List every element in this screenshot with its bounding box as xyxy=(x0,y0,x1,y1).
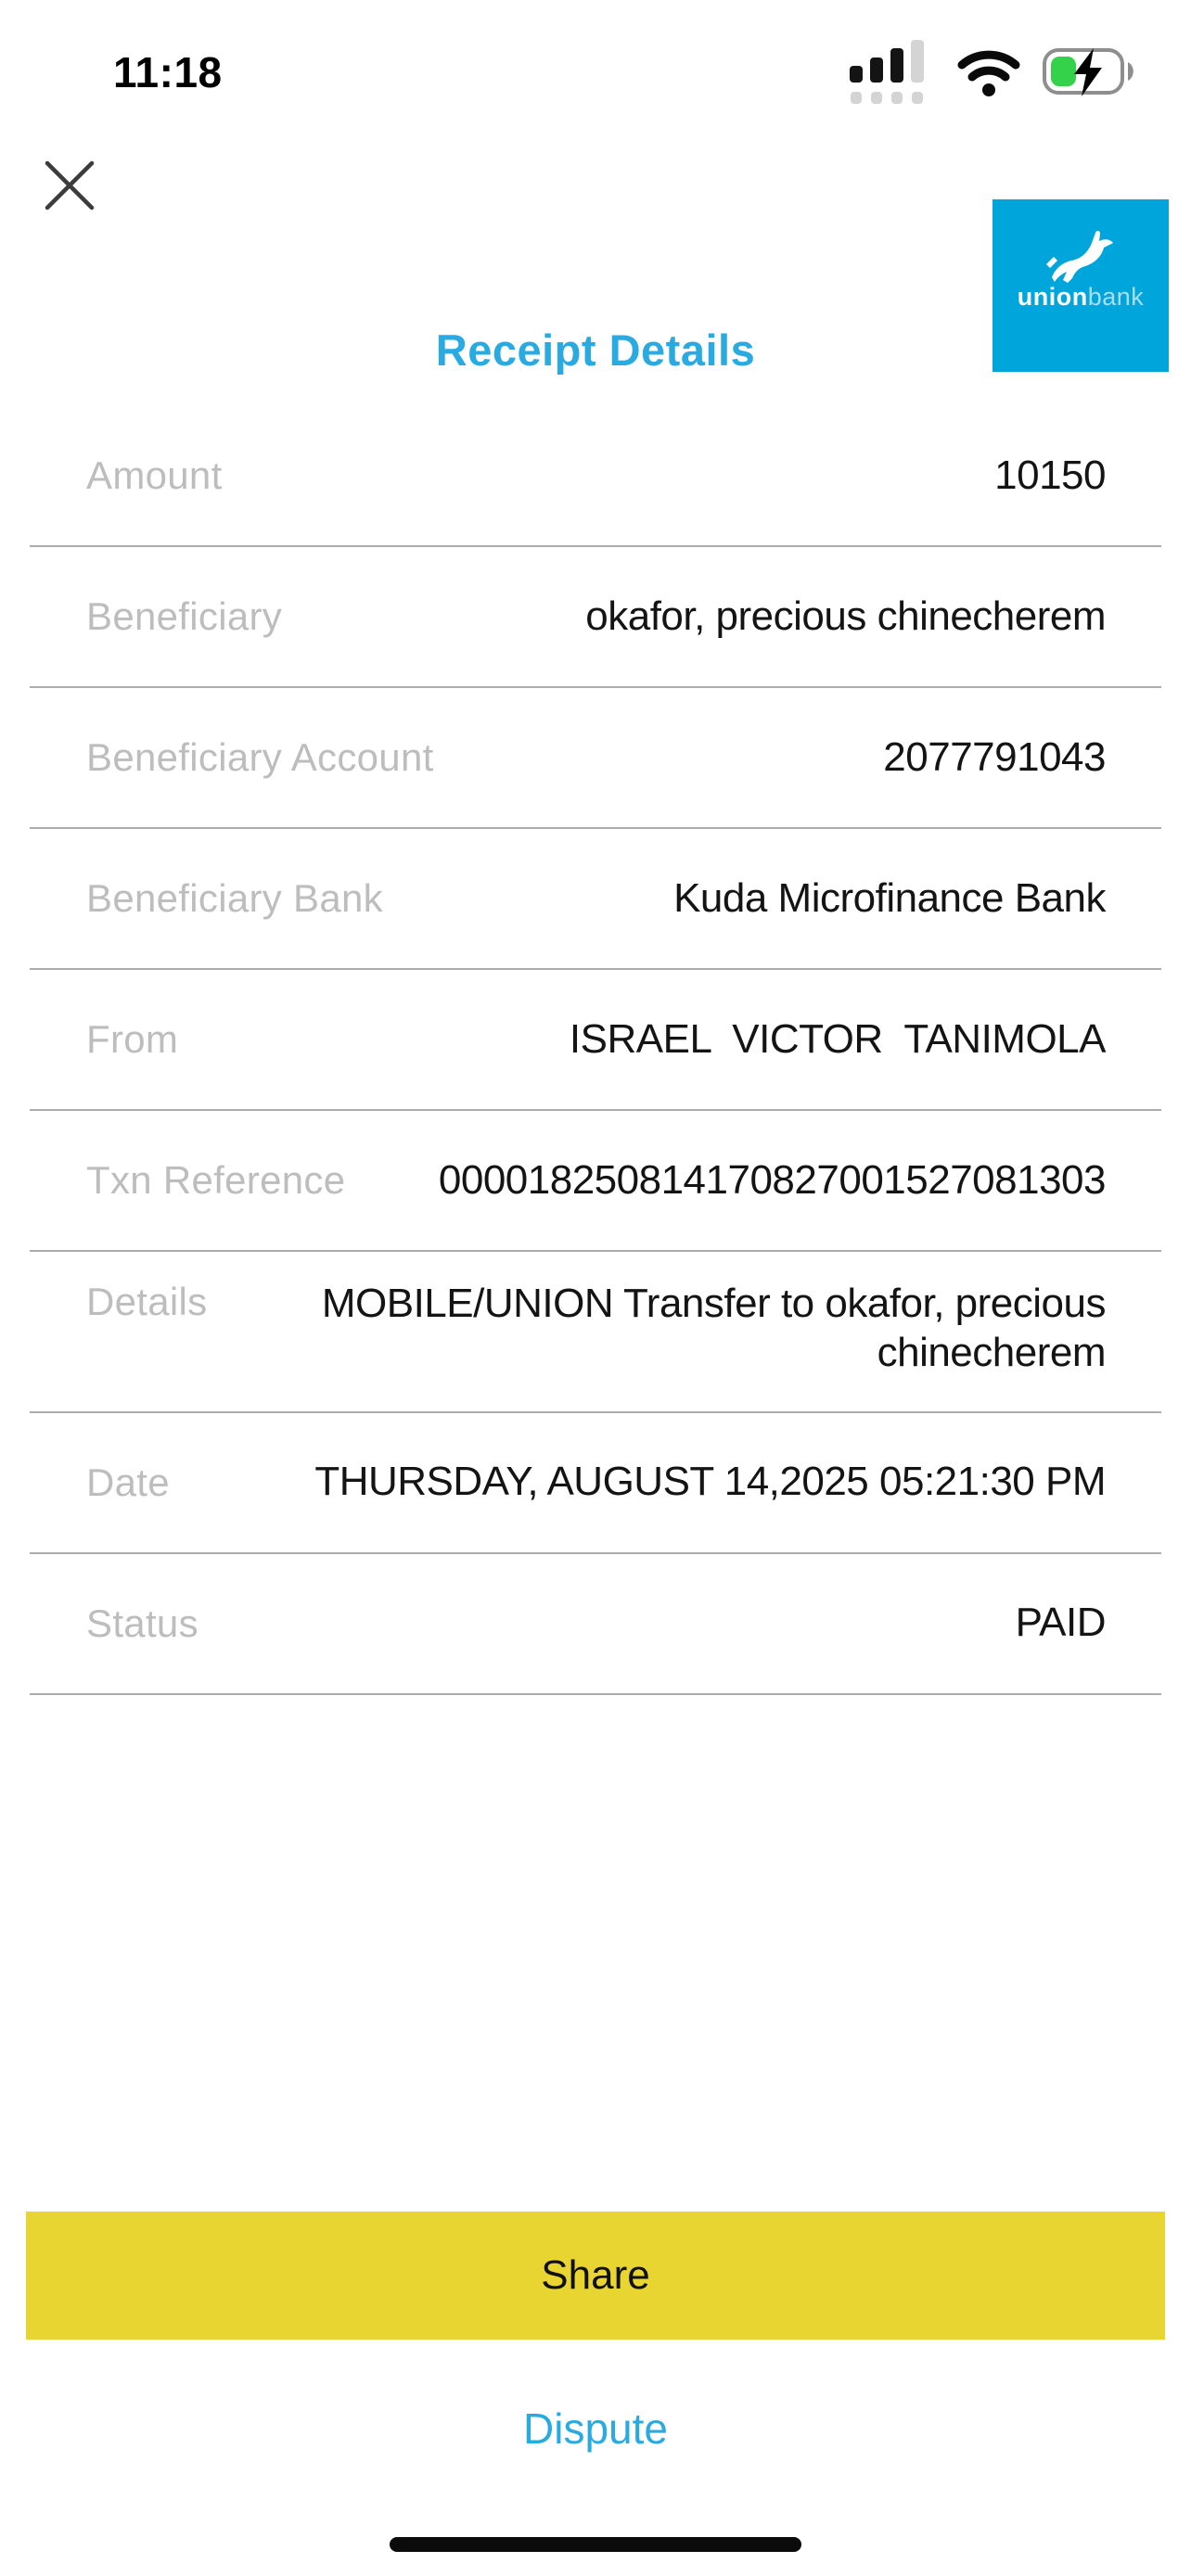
receipt-row-from xyxy=(30,970,1161,1111)
home-indicator[interactable] xyxy=(390,2537,801,2552)
row-label: Amount xyxy=(86,453,223,497)
close-icon xyxy=(44,159,96,211)
unionbank-wordmark xyxy=(1018,285,1145,310)
status-bar xyxy=(0,0,1191,121)
row-value: MOBILE/UNION Transfer to okafor, precious chinecherem xyxy=(321,1281,1117,1375)
row-value: ISRAEL VICTOR TANIMOLA xyxy=(569,1015,1106,1062)
receipt-row-txn-reference xyxy=(30,1111,1161,1252)
receipt-row-beneficiary xyxy=(30,547,1161,688)
row-label: Txn Reference xyxy=(86,1158,346,1202)
row-value: okafor, precious chinecherem xyxy=(585,593,1106,639)
brand-bank: bank xyxy=(1087,283,1145,311)
status-value: PAID xyxy=(1015,1600,1106,1646)
row-label: Beneficiary Account xyxy=(86,735,434,779)
page-title: Receipt Details xyxy=(435,325,756,375)
row-label: Beneficiary xyxy=(86,594,283,638)
share-button[interactable]: Share xyxy=(26,2212,1165,2340)
receipt-list xyxy=(30,406,1161,1695)
receipt-row-details xyxy=(30,1252,1161,1413)
wifi-icon xyxy=(955,47,1022,97)
status-time: 11:18 xyxy=(113,48,223,96)
receipt-row-amount xyxy=(30,406,1161,547)
row-label: From xyxy=(86,1017,179,1061)
receipt-row-beneficiary-account xyxy=(30,688,1161,829)
row-value: 2077791043 xyxy=(883,733,1106,780)
unionbank-horse-icon xyxy=(1041,223,1121,283)
cellular-signal-icon xyxy=(850,40,935,105)
row-label: Date xyxy=(86,1460,170,1504)
row-value: Kuda Microfinance Bank xyxy=(673,874,1106,921)
receipt-row-beneficiary-bank xyxy=(30,829,1161,970)
battery-charging-icon xyxy=(1043,48,1137,96)
row-value: THURSDAY, AUGUST 14,2025 05:21:30 PM xyxy=(314,1459,1106,1505)
brand-union: union xyxy=(1017,283,1088,311)
row-label: Details xyxy=(86,1280,208,1323)
receipt-row-date xyxy=(30,1413,1161,1554)
row-value: 10150 xyxy=(994,452,1106,498)
status-icons xyxy=(850,40,1137,105)
receipt-row-status xyxy=(30,1554,1161,1695)
row-label: Status xyxy=(86,1600,198,1645)
close-button[interactable] xyxy=(41,158,98,215)
dispute-button[interactable]: Dispute xyxy=(0,2404,1191,2454)
row-label: Beneficiary Bank xyxy=(86,876,383,920)
row-value: 000018250814170827001527081303 xyxy=(438,1156,1106,1203)
